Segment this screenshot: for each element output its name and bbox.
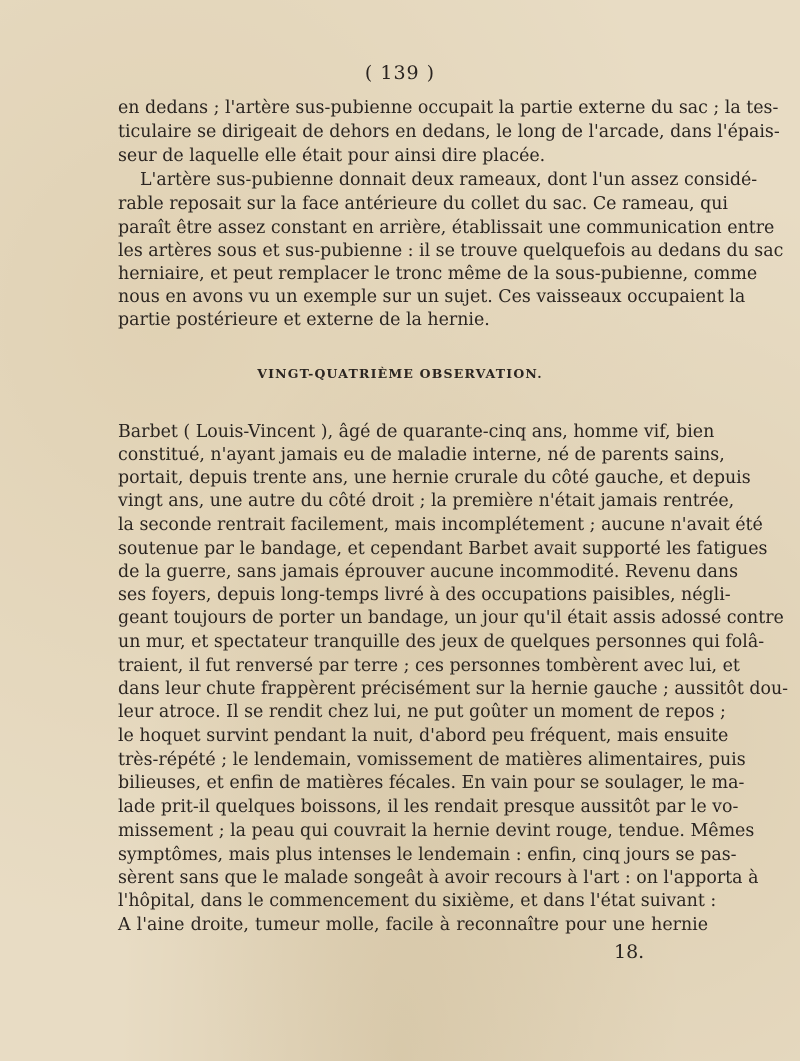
text-line: un mur, et spectateur tranquille des jeux de quelques personnes qui folâ- xyxy=(118,632,765,652)
text-line: l'hôpital, dans le commencement du sixième, et dans l'état suivant : xyxy=(118,891,717,911)
text-line: Barbet ( Louis-Vincent ), âgé de quarante-cinq ans, homme vif, bien xyxy=(118,422,715,442)
text-line: portait, depuis trente ans, une hernie crurale du côté gauche, et depuis xyxy=(118,468,751,488)
text-line: le hoquet survint pendant la nuit, d'abord peu fréquent, mais ensuite xyxy=(118,726,729,746)
signature-mark: 18. xyxy=(614,941,645,963)
text-line: constitué, n'ayant jamais eu de maladie interne, né de parents sains, xyxy=(118,445,725,465)
text-line: les artères sous et sus-pubienne : il se trouve quelquefois au dedans du sac xyxy=(118,241,784,261)
text-line: herniaire, et peut remplacer le tronc même de la sous-pubienne, comme xyxy=(118,264,758,284)
text-line: geant toujours de porter un bandage, un jour qu'il était assis adossé contre xyxy=(118,608,784,628)
text-line: L'artère sus-pubienne donnait deux rameaux, dont l'un assez considé- xyxy=(140,170,758,190)
page-number: ( 139 ) xyxy=(364,62,436,84)
text-line: partie postérieure et externe de la hernie. xyxy=(118,310,490,330)
text-line: paraît être assez constant en arrière, établissait une communication entre xyxy=(118,218,775,238)
text-line: bilieuses, et enfin de matières fécales. En vain pour se soulager, le ma- xyxy=(118,773,745,793)
text-line: sèrent sans que le malade songeât à avoir recours à l'art : on l'apporta à xyxy=(118,868,759,888)
text-line: ses foyers, depuis long-temps livré à des occupations paisibles, négli- xyxy=(118,585,731,605)
text-line: de la guerre, sans jamais éprouver aucune incommodité. Revenu dans xyxy=(118,562,738,582)
text-line: rable reposait sur la face antérieure du collet du sac. Ce rameau, qui xyxy=(118,194,728,214)
text-line: soutenue par le bandage, et cependant Barbet avait supporté les fatigues xyxy=(118,539,768,559)
text-line: la seconde rentrait facilement, mais incomplétement ; aucune n'avait été xyxy=(118,515,763,535)
text-line: très-répété ; le lendemain, vomissement de matières alimentaires, puis xyxy=(118,750,746,770)
text-line: ticulaire se dirigeait de dehors en dedans, le long de l'arcade, dans l'épais- xyxy=(118,122,780,142)
text-line: A l'aine droite, tumeur molle, facile à reconnaître pour une hernie xyxy=(118,915,708,935)
text-line: dans leur chute frappèrent précisément sur la hernie gauche ; aussitôt dou- xyxy=(118,679,789,699)
text-line: missement ; la peau qui couvrait la hernie devint rouge, tendue. Mêmes xyxy=(118,821,755,841)
text-line: vingt ans, une autre du côté droit ; la première n'était jamais rentrée, xyxy=(118,491,735,511)
text-line: nous en avons vu un exemple sur un sujet. Ces vaisseaux occupaient la xyxy=(118,287,746,307)
text-line: lade prit-il quelques boissons, il les rendait presque aussitôt par le vo- xyxy=(118,797,739,817)
text-line: leur atroce. Il se rendit chez lui, ne put goûter un moment de repos ; xyxy=(118,702,726,722)
text-line: en dedans ; l'artère sus-pubienne occupait la partie externe du sac ; la tes- xyxy=(118,98,779,118)
section-heading: VINGT-QUATRIÈME OBSERVATION. xyxy=(257,366,543,381)
text-line: symptômes, mais plus intenses le lendemain : enfin, cinq jours se pas- xyxy=(118,845,737,865)
text-line: seur de laquelle elle était pour ainsi dire placée. xyxy=(118,146,546,166)
text-line: traient, il fut renversé par terre ; ces personnes tombèrent avec lui, et xyxy=(118,656,740,676)
